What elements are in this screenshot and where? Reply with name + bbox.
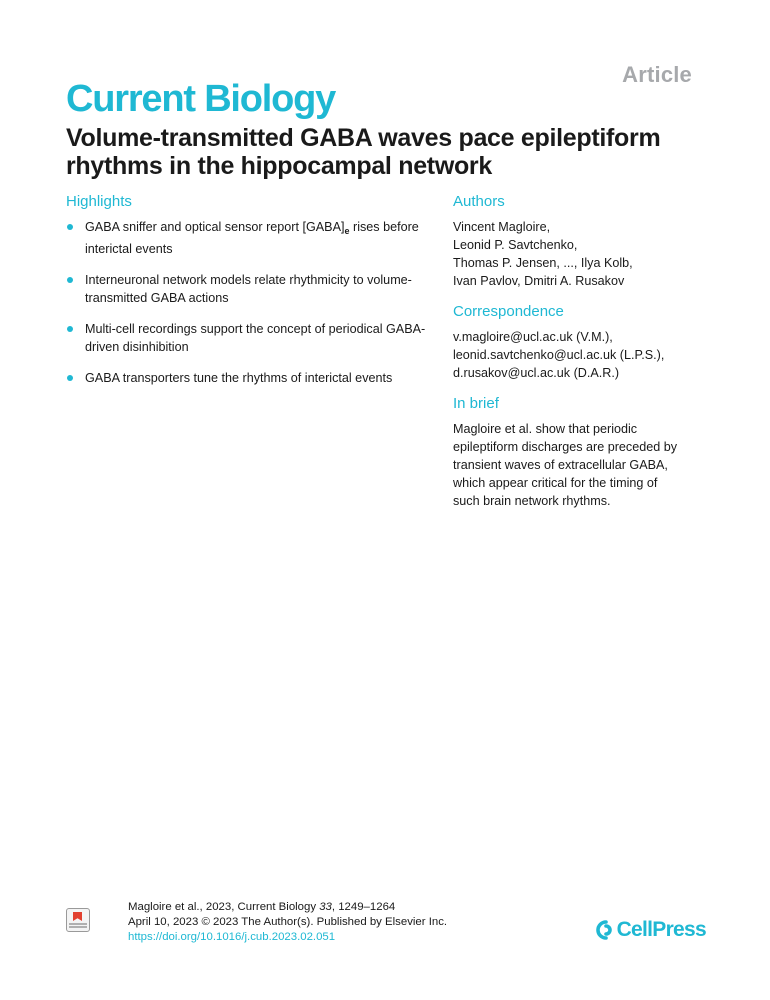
authors-section xyxy=(453,193,713,290)
volume: 33 xyxy=(319,901,332,913)
in-brief-line: transient waves of extracellular GABA, xyxy=(453,458,668,472)
highlight-item: GABA transporters tune the rhythms of interictal events xyxy=(66,369,446,387)
bullet-icon xyxy=(67,277,73,283)
correspondence-email[interactable]: v.magloire@ucl.ac.uk (V.M.), xyxy=(453,330,613,344)
bullet-icon xyxy=(67,326,73,332)
correspondence-email[interactable]: d.rusakov@ucl.ac.uk (D.A.R.) xyxy=(453,366,620,380)
author-line: Thomas P. Jensen, ..., Ilya Kolb, xyxy=(453,256,633,270)
bullet-icon xyxy=(67,375,73,381)
bullet-icon xyxy=(67,224,73,230)
author-line: Vincent Magloire, xyxy=(453,220,551,234)
highlights-list xyxy=(66,218,446,387)
highlights-section xyxy=(66,193,446,400)
check-for-updates-icon[interactable] xyxy=(66,908,90,932)
authors-heading: Authors xyxy=(453,193,505,210)
correspondence-heading: Correspondence xyxy=(453,303,564,320)
bookmark-icon xyxy=(73,912,82,921)
cellpress-logo xyxy=(595,918,706,942)
in-brief-line: such brain network rhythms. xyxy=(453,494,611,508)
in-brief-line: which appear critical for the timing of xyxy=(453,476,658,490)
highlight-item: Multi-cell recordings support the concept of periodical GABA-driven disinhibition xyxy=(66,320,446,356)
journal-name: Current Biology xyxy=(66,78,336,120)
author-line: Ivan Pavlov, Dmitri A. Rusakov xyxy=(453,274,625,288)
article-type-label: Article xyxy=(622,62,692,87)
highlights-heading: Highlights xyxy=(66,193,132,210)
author-line: Leonid P. Savtchenko, xyxy=(453,238,578,252)
footer xyxy=(66,900,706,950)
article-title: Volume-transmitted GABA waves pace epileptiform rhythms in the hippocampal network xyxy=(66,124,661,180)
cellpress-icon xyxy=(595,919,617,941)
in-brief-line: Magloire et al. show that periodic xyxy=(453,422,638,436)
correspondence-section xyxy=(453,303,713,382)
in-brief-line: epileptiform discharges are preceded by xyxy=(453,440,678,454)
in-brief-heading: In brief xyxy=(453,395,499,412)
doi-link[interactable]: https://doi.org/10.1016/j.cub.2023.02.051 xyxy=(128,931,336,943)
publisher-name: CellPress xyxy=(616,918,706,941)
sidebar-info xyxy=(453,193,713,523)
highlight-item: GABA sniffer and optical sensor report $[GABA]_e$ rises before interictal events xyxy=(66,218,446,258)
correspondence-email[interactable]: leonid.savtchenko@ucl.ac.uk (L.P.S.), xyxy=(453,348,665,362)
highlight-item: Interneuronal network models relate rhythmicity to volume-transmitted GABA actions xyxy=(66,271,446,307)
date-line: April 10, 2023 © 2023 The Author(s). Published by Elsevier Inc. xyxy=(128,916,448,928)
citation xyxy=(128,900,447,945)
citation-line: Magloire et al., 2023, Current Biology 33, 1249–1264 xyxy=(128,901,396,913)
in-brief-section xyxy=(453,395,713,510)
